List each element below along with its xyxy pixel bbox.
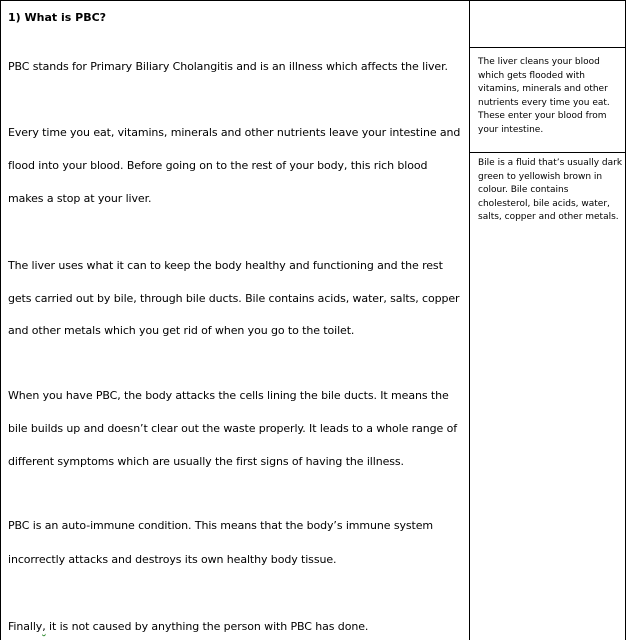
table-border-left	[0, 0, 1, 640]
paragraph-line: PBC stands for Primary Biliary Cholangitis and is an illness which affects the liver.	[8, 60, 448, 73]
side-note-line: Bile is a fluid that’s usually dark	[478, 158, 623, 168]
paragraph-line: incorrectly attacks and destroys its own healthy body tissue.	[8, 553, 337, 566]
side-note-line: green to yellowish brown in	[478, 171, 603, 182]
side-note-line: salts, copper and other metals.	[478, 212, 619, 223]
side-note-bile[interactable]	[478, 157, 623, 225]
paragraph-line: gets carried out by bile, through bile ducts. Bile contains acids, water, salts, copper	[8, 292, 460, 305]
side-note-line: The liver cleans your blood	[478, 57, 600, 67]
paragraph-line: makes a stop at your liver.	[8, 192, 152, 205]
paragraph-line-with-spellcheck	[8, 620, 368, 633]
side-note-liver[interactable]	[478, 56, 620, 138]
side-note-line: cholesterol, bile acids, water,	[478, 198, 610, 209]
paragraph-line: and other metals which you get rid of when you go to the toilet.	[8, 324, 355, 337]
side-note-line: nutrients every time you eat.	[478, 97, 610, 108]
paragraph-line: different symptoms which are usually the first signs of having the illness.	[8, 455, 404, 468]
side-note-line: These enter your blood from	[478, 111, 607, 122]
side-note-line: vitamins, minerals and other	[478, 84, 608, 95]
paragraph-line: Every time you eat, vitamins, minerals and other nutrients leave your intestine and	[8, 126, 461, 139]
side-cell-divider-2	[469, 152, 626, 153]
table-column-divider	[469, 0, 470, 640]
section-heading: 1) What is PBC?	[8, 11, 107, 24]
paragraph-line: When you have PBC, the body attacks the cells lining the bile ducts. It means the	[8, 389, 449, 402]
side-note-line: colour. Bile contains	[478, 185, 569, 196]
spellcheck-flag[interactable]: ,	[42, 620, 46, 633]
paragraph-line: flood into your blood. Before going on to the rest of your body, this rich blood	[8, 159, 428, 172]
paragraph-line: PBC is an auto-immune condition. This means that the body’s immune system	[8, 519, 434, 532]
side-note-line: which gets flooded with	[478, 70, 586, 81]
side-cell-divider-1	[469, 47, 626, 48]
paragraph-line: The liver uses what it can to keep the body healthy and functioning and the rest	[8, 259, 443, 272]
text-run: Finally	[8, 620, 43, 633]
main-text-cell[interactable]	[8, 0, 468, 640]
paragraph-line: bile builds up and doesn’t clear out the waste properly. It leads to a whole range of	[8, 422, 457, 435]
side-note-line: your intestine.	[478, 124, 544, 135]
text-run: it is not caused by anything the person with PBC has done.	[45, 620, 369, 633]
